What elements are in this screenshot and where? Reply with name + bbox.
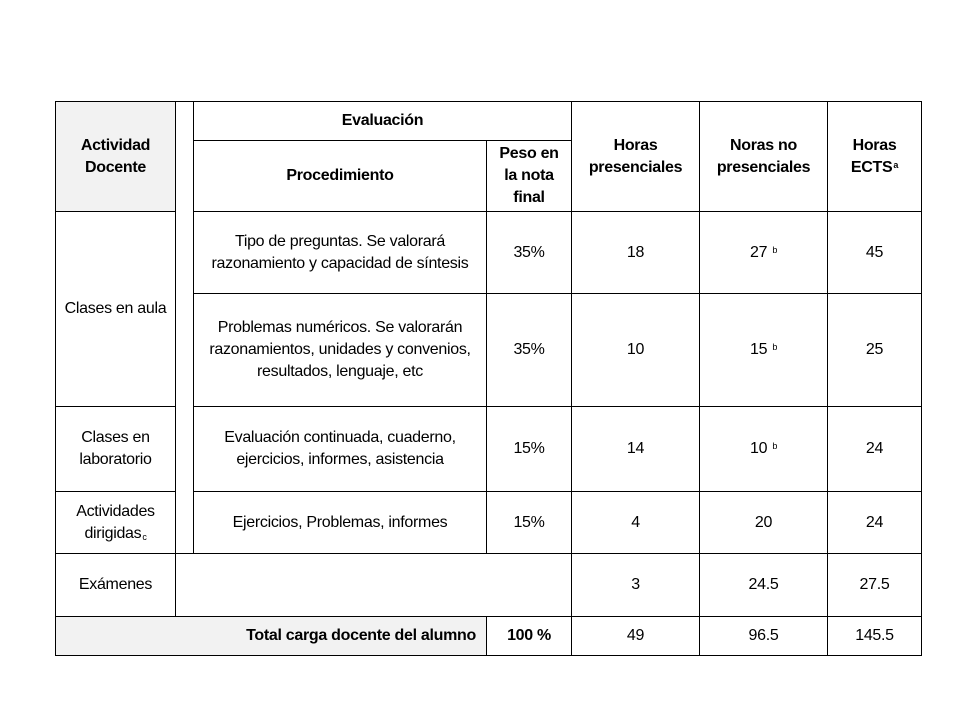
- cell-procedimiento: Ejercicios, Problemas, informes: [194, 492, 487, 554]
- cell-ects: 45: [828, 212, 922, 294]
- cell-actividad: [56, 492, 176, 554]
- cell-actividad: Clases en aula: [56, 212, 176, 407]
- header-horas-ects-label: Horas ECTS: [850, 136, 897, 176]
- cell-ects: 27.5: [828, 554, 922, 617]
- cell-empty: [176, 554, 572, 617]
- cell-no-presenciales: [700, 294, 828, 407]
- header-procedimiento: Procedimiento: [194, 141, 487, 212]
- cell-presenciales: 4: [572, 492, 700, 554]
- cell-no-presenciales-note: b: [772, 441, 778, 451]
- cell-procedimiento: Tipo de preguntas. Se valorará razonamiento y capacidad de síntesis: [194, 212, 487, 294]
- cell-actividad: Exámenes: [56, 554, 176, 617]
- total-row: [56, 617, 922, 656]
- spacer-column: [176, 102, 194, 554]
- total-ects: 145.5: [828, 617, 922, 656]
- header-horas-ects-note: a: [893, 159, 899, 170]
- total-peso: 100 %: [487, 617, 572, 656]
- header-row-1: [56, 102, 922, 141]
- cell-presenciales: 3: [572, 554, 700, 617]
- cell-actividad-label: Actividades dirigidas: [76, 502, 155, 542]
- header-actividad-docente: Actividad Docente: [56, 102, 176, 212]
- cell-no-presenciales-value: 10: [749, 440, 768, 457]
- cell-ects: 25: [828, 294, 922, 407]
- cell-no-presenciales-value: 27: [749, 243, 768, 261]
- cell-no-presenciales: 24.5: [700, 554, 828, 617]
- total-no-presenciales: 96.5: [700, 617, 828, 656]
- cell-actividad: Clases en laboratorio: [56, 407, 176, 492]
- cell-no-presenciales: [700, 212, 828, 294]
- cell-peso: 15%: [487, 407, 572, 492]
- total-presenciales: 49: [572, 617, 700, 656]
- cell-ects: 24: [828, 492, 922, 554]
- header-horas-no-presenciales: Noras no presenciales: [700, 102, 828, 212]
- cell-peso: 35%: [487, 294, 572, 407]
- cell-procedimiento: Problemas numéricos. Se valorarán razonamientos, unidades y convenios, resultados, lenguaje, etc: [194, 294, 487, 407]
- header-horas-ects: [828, 102, 922, 212]
- header-horas-presenciales: Horas presenciales: [572, 102, 700, 212]
- table-row: [56, 554, 922, 617]
- cell-peso: 35%: [487, 212, 572, 294]
- cell-no-presenciales-note: b: [772, 244, 778, 255]
- cell-actividad-note: c: [142, 531, 147, 542]
- evaluation-table: [55, 101, 922, 656]
- cell-no-presenciales: [700, 407, 828, 492]
- header-peso: Peso en la nota final: [487, 141, 572, 212]
- cell-no-presenciales-value: 15: [749, 341, 768, 358]
- cell-presenciales: 18: [572, 212, 700, 294]
- cell-presenciales: 14: [572, 407, 700, 492]
- cell-ects: 24: [828, 407, 922, 492]
- header-evaluacion: Evaluación: [194, 102, 572, 141]
- cell-no-presenciales: 20: [700, 492, 828, 554]
- cell-peso: 15%: [487, 492, 572, 554]
- total-label: Total carga docente del alumno: [56, 617, 487, 656]
- cell-no-presenciales-note: b: [772, 342, 778, 352]
- cell-presenciales: 10: [572, 294, 700, 407]
- cell-procedimiento: Evaluación continuada, cuaderno, ejercicios, informes, asistencia: [194, 407, 487, 492]
